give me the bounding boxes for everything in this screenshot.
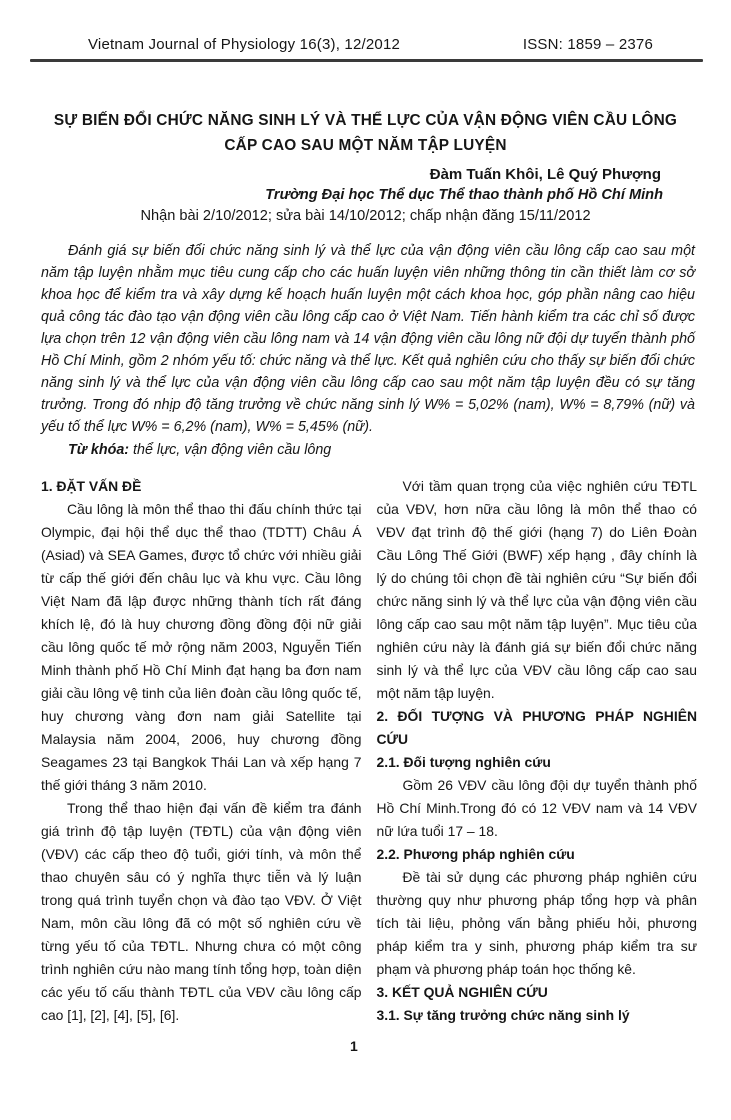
left-column-paragraph-2: Trong thể thao hiện đại vấn đề kiểm tra đánh giá trình độ tập luyện (TĐTL) của vận động viên (VĐV) các cấp theo độ tuổi, giới tính, và môn thể thao chuyên sâu có ý nghĩa thực tiễn và lý luận trong quá trình tuyển chọn và đào tạo VĐV. Ở Việt Nam, môn cầu lông đã có một số nghiên cứu về từng yếu tố của TĐTL. Nhưng chưa có một công trình nghiên cứu nào mang tính tổng hợp, toàn diện các yếu tố cấu thành TĐTL của VĐV cầu lông cấp cao [1], [2], [4], [5], [6].: [41, 800, 362, 1023]
keywords-label: Từ khóa:: [68, 442, 130, 458]
keywords-line: [41, 439, 695, 461]
journal-title: Vietnam Journal of Physiology 16(3), 12/2012: [88, 36, 401, 53]
article-authors: Đàm Tuấn Khôi, Lê Quý Phượng: [429, 166, 661, 183]
right-column: [377, 475, 698, 1027]
header-rule: [30, 59, 703, 62]
section-3-heading: 3. KẾT QUẢ NGHIÊN CỨU: [376, 984, 548, 1000]
article-affiliation: Trường Đại học Thể dục Thể thao thành phố Hồ Chí Minh: [265, 187, 663, 203]
right-column-paragraph-3: Đề tài sử dụng các phương pháp nghiên cứu thường quy như phương pháp tổng hợp và phân tích tài liệu, phỏng vấn bằng phiếu hỏi, phương pháp kiểm tra y sinh, phương pháp kiểm tra sư phạm và phương pháp toán học thống kê.: [376, 869, 697, 977]
article-dates: Nhận bài 2/10/2012; sửa bài 14/10/2012; chấp nhận đăng 15/11/2012: [140, 208, 591, 224]
keywords-value: thể lực, vận động viên cầu lông: [129, 442, 332, 458]
left-column: [41, 475, 362, 1027]
section-3-1-heading: 3.1. Sự tăng trưởng chức năng sinh lý: [376, 1007, 630, 1023]
journal-running-head: [88, 36, 653, 53]
section-2-1-heading: 2.1. Đối tượng nghiên cứu: [376, 754, 551, 770]
page-number: 1: [350, 1038, 358, 1054]
right-column-paragraph-2: Gồm 26 VĐV cầu lông đội dự tuyển thành phố Hồ Chí Minh.Trong đó có 12 VĐV nam và 14 VĐV nữ lứa tuổi 17 – 18.: [376, 777, 697, 839]
two-column-body: [41, 475, 697, 1027]
section-2-heading: 2. ĐỐI TƯỢNG VÀ PHƯƠNG PHÁP NGHIÊN CỨU: [376, 708, 697, 747]
left-column-paragraph-1: Cầu lông là môn thể thao thi đấu chính thức tại Olympic, đại hội thể dục thể thao (TDTT) Châu Á (Asiad) và SEA Games, được tổ chức với nhiều giải từ cấp thế giới đến châu lục và khu vực. Cầu lông Việt Nam đã lập được những thành tích rất đáng khích lệ, đó là huy chương đồng đồng đội nữ giải cầu lông quốc tế mở rộng năm 2003, Nguyễn Tiến Minh thành phố Hồ Chí Minh đạt hạng ba đơn nam giải cầu lông vệ tinh của liên đoàn cầu lông quốc tế, huy chương vàng đơn nam giải Satellite tại Malaysia năm 2004, 2006, huy chương đồng Seagames 23 tại Bangkok Thái Lan và xếp hạng 7 thế giới tháng 3 năm 2010.: [41, 501, 362, 793]
article-title: SỰ BIẾN ĐỔI CHỨC NĂNG SINH LÝ VÀ THỂ LỰC CỦA VẬN ĐỘNG VIÊN CẦU LÔNG CẤP CAO SAU MỘT NĂM TẬP LUYỆN: [53, 112, 678, 154]
section-2-2-heading: 2.2. Phương pháp nghiên cứu: [376, 846, 575, 862]
abstract-paragraph: Đánh giá sự biến đổi chức năng sinh lý và thể lực của vận động viên cầu lông cấp cao sau một năm tập luyện nhằm mục tiêu cung cấp cho các huấn luyện viên những thông tin cần thiết làm cơ sở khoa học để kiểm tra và xây dựng kế hoạch huấn luyện một cách khoa học, góp phần nâng cao hiệu quả công tác đào tạo vận động viên cầu lông cấp cao ở Việt Nam. Tiến hành kiểm tra các chỉ số được lựa chọn trên 12 vận động viên cầu lông nam và 14 vận động viên cầu lông nữ đội dự tuyển thành phố Hồ Chí Minh, gồm 2 nhóm yếu tố: chức năng và thể lực. Kết quả nghiên cứu cho thấy sự biến đổi chức năng sinh lý và thể lực của vận động viên cầu lông cấp cao sau một năm tập luyện đều có sự tăng trưởng. Trong đó nhịp độ tăng trưởng về chức năng sinh lý W% = 5,02% (nam), W% = 8,79% (nữ) và yếu tố thể lực W% = 6,2% (nam), W% = 5,45% (nữ).: [41, 243, 695, 435]
journal-issn: ISSN: 1859 – 2376: [522, 36, 653, 53]
section-1-heading: 1. ĐẶT VẤN ĐỀ: [41, 478, 142, 494]
right-column-paragraph-1: Với tầm quan trọng của việc nghiên cứu TĐTL của VĐV, hơn nữa cầu lông là môn thể thao có VĐV đạt trình độ thế giới (hạng 7) do Liên Đoàn Cầu Lông Thế Giới (BWF) xếp hạng , đây chính là lý do chúng tôi chọn đề tài nghiên cứu “Sự biến đổi chức năng sinh lý và thể lực của vận động viên cầu lông cấp cao sau một năm tập luyện”. Mục tiêu của nghiên cứu này là đánh giá sự biến đổi chức năng sinh lý và thể lực của VĐV cầu lông cấp cao sau một năm tập luyện.: [376, 478, 697, 701]
